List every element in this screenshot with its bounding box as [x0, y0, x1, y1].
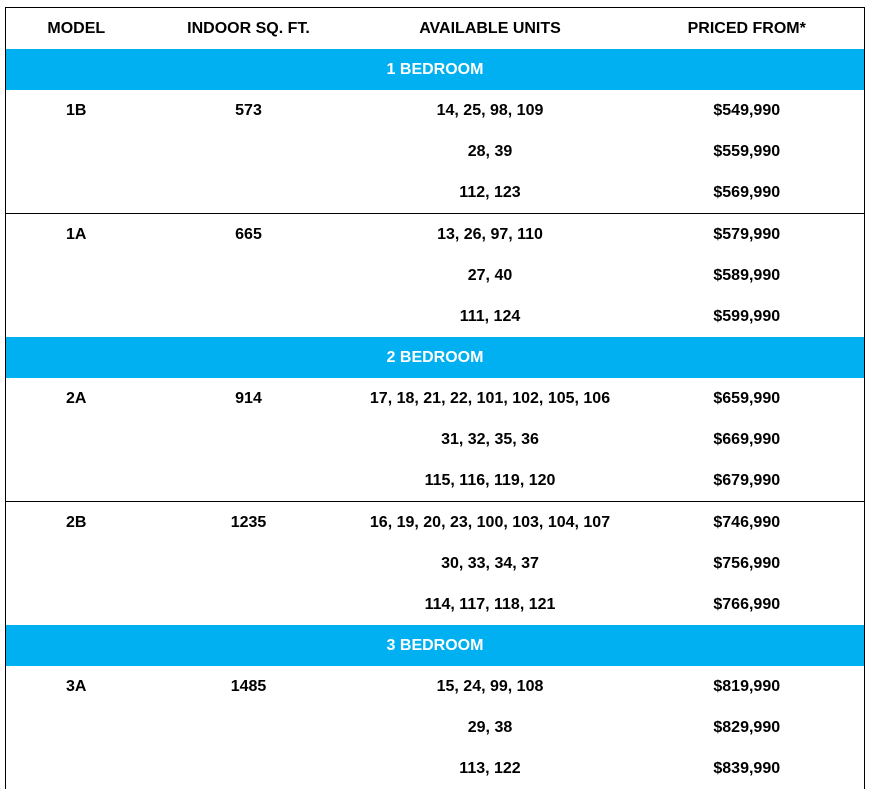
units-cell: 115, 116, 119, 120 [351, 460, 630, 502]
table-row [6, 502, 865, 544]
price-cell: $669,990 [630, 419, 865, 460]
units-cell: 30, 33, 34, 37 [441, 554, 539, 572]
units-cell: 27, 40 [467, 266, 513, 284]
sqft-cell: 1235 [230, 513, 267, 531]
table-row [6, 255, 865, 296]
model-cell: 2B [6, 502, 147, 544]
units-cell: 31, 32, 35, 36 [441, 430, 539, 448]
column-header-units: AVAILABLE UNITS [351, 8, 630, 50]
model-cell [6, 543, 147, 584]
table-row [6, 296, 865, 337]
price-cell: $679,990 [630, 460, 865, 502]
units-cell: 28, 39 [467, 142, 513, 160]
sqft-cell [147, 584, 351, 625]
price-cell: $659,990 [630, 378, 865, 419]
model-cell [6, 584, 147, 625]
column-header-model: MODEL [6, 8, 147, 50]
sqft-cell [147, 419, 351, 460]
price-cell: $549,990 [630, 90, 865, 131]
table-row [6, 460, 865, 502]
sqft-cell [147, 131, 351, 172]
price-cell: $756,990 [630, 543, 865, 584]
table-row [6, 172, 865, 214]
sqft-cell [147, 296, 351, 337]
price-cell: $829,990 [630, 707, 865, 748]
table-row [6, 90, 865, 131]
header-row [6, 8, 865, 50]
price-cell: $819,990 [630, 666, 865, 707]
sqft-cell [147, 172, 351, 214]
sqft-cell [147, 707, 351, 748]
section-row-2-bedroom [6, 337, 865, 378]
price-cell: $599,990 [630, 296, 865, 337]
model-cell [6, 419, 147, 460]
table-row [6, 707, 865, 748]
sqft-cell [147, 255, 351, 296]
model-cell [6, 460, 147, 502]
price-cell: $559,990 [630, 131, 865, 172]
column-header-price: PRICED FROM* [630, 8, 865, 50]
units-cell: 13, 26, 97, 110 [437, 225, 543, 243]
units-cell: 15, 24, 99, 108 [436, 677, 544, 695]
price-cell: $569,990 [630, 172, 865, 214]
model-cell: 1B [6, 90, 147, 131]
table-row [6, 419, 865, 460]
section-label: 2 BEDROOM [6, 337, 865, 378]
price-cell: $579,990 [630, 214, 865, 256]
price-cell: $589,990 [630, 255, 865, 296]
model-cell: 2A [6, 378, 147, 419]
units-cell: 111, 124 [459, 307, 521, 325]
model-cell: 3A [6, 666, 147, 707]
table-row [6, 131, 865, 172]
sqft-cell [147, 748, 351, 789]
table-row [6, 378, 865, 419]
column-header-sqft: INDOOR SQ. FT. [147, 8, 351, 50]
units-cell: 113, 122 [459, 759, 521, 777]
model-cell [6, 172, 147, 214]
sqft-cell: 573 [235, 101, 262, 119]
price-cell: $746,990 [630, 502, 865, 544]
model-cell [6, 707, 147, 748]
units-cell: 29, 38 [467, 718, 513, 736]
table-row [6, 748, 865, 789]
price-cell: $766,990 [630, 584, 865, 625]
model-cell [6, 255, 147, 296]
units-cell: 17, 18, 21, 22, 101, 102, 105, 106 [369, 389, 611, 407]
table-row [6, 214, 865, 256]
model-cell [6, 296, 147, 337]
sqft-cell [147, 543, 351, 584]
table-row [6, 584, 865, 625]
sqft-cell: 665 [235, 225, 262, 243]
units-cell: 114, 117, 118, 121 [424, 595, 556, 613]
units-cell: 16, 19, 20, 23, 100, 103, 104, 107 [369, 513, 611, 531]
section-label: 1 BEDROOM [6, 49, 865, 90]
table-row [6, 543, 865, 584]
model-cell [6, 748, 147, 789]
pricing-table [5, 7, 865, 789]
sqft-cell [147, 460, 351, 502]
section-row-3-bedroom [6, 625, 865, 666]
price-cell: $839,990 [630, 748, 865, 789]
sqft-cell: 1485 [230, 677, 267, 695]
model-cell [6, 131, 147, 172]
sqft-cell: 914 [235, 389, 262, 407]
section-label: 3 BEDROOM [6, 625, 865, 666]
table-row [6, 666, 865, 707]
units-cell: 14, 25, 98, 109 [436, 101, 544, 119]
model-cell: 1A [6, 214, 147, 256]
units-cell: 112, 123 [351, 172, 630, 214]
section-row-1-bedroom [6, 49, 865, 90]
